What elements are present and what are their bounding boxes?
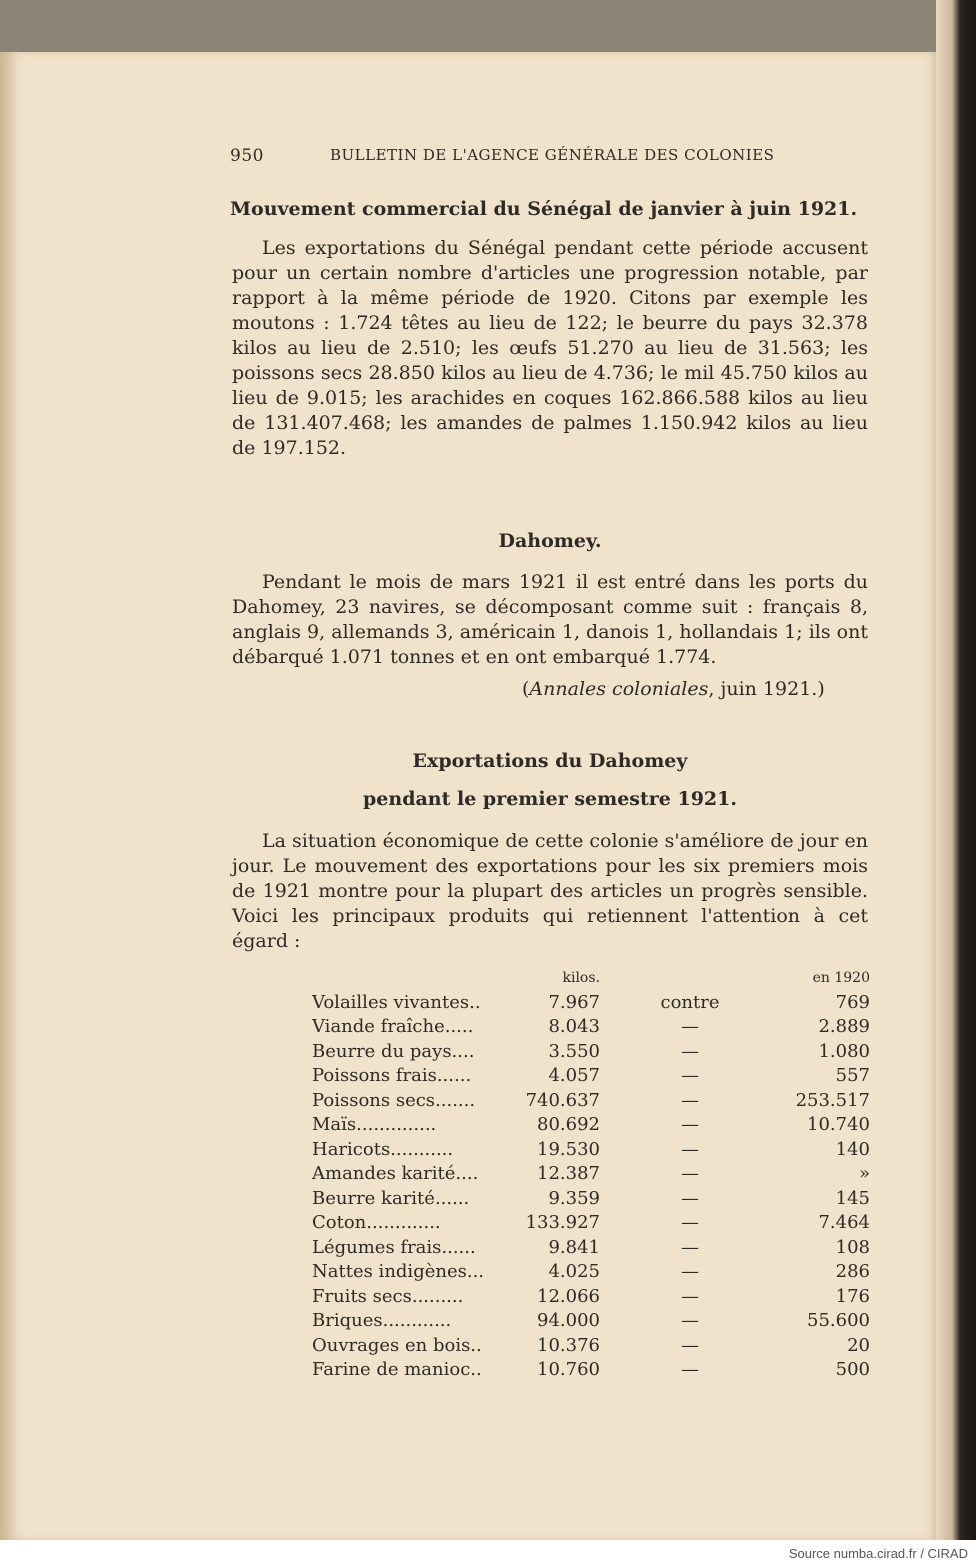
value-1921: 4.025 [548,1261,600,1282]
table-row [308,991,870,1016]
separator: — [681,1163,699,1184]
source-credit: Source numba.cirad.fr / CIRAD [788,1546,968,1561]
page-number: 950 [230,146,264,166]
section-title-exports-1: Exportations du Dahomey [412,750,688,772]
item-name: Amandes karité.... [312,1163,479,1184]
value-1921: 133.927 [525,1212,600,1233]
running-title: BULLETIN DE L'AGENCE GÉNÉRALE DES COLONIES [330,146,775,164]
value-1921: 4.057 [548,1065,600,1086]
value-1921: 9.841 [548,1236,600,1258]
table-row [308,1211,870,1236]
table-row [308,1113,870,1138]
value-1920: 500 [835,1359,870,1380]
value-1921: 3.550 [548,1040,600,1062]
item-name: Fruits secs......... [312,1285,464,1307]
item-name: Maïs.............. [312,1114,437,1135]
table-row [308,1187,870,1212]
separator: — [681,1261,699,1282]
value-1921: 94.000 [537,1310,600,1331]
separator: — [681,1040,699,1062]
separator: — [681,1334,699,1356]
item-name: Volailles vivantes.. [312,991,481,1013]
value-1920: 557 [835,1065,870,1086]
value-1921: 10.760 [537,1359,600,1380]
table-row [308,1334,870,1359]
item-name: Viande fraîche..... [312,1016,474,1037]
table-row [308,1358,870,1383]
citation-source: Annales coloniales [529,678,709,700]
value-1920: 1.080 [818,1040,870,1062]
separator: — [681,1236,699,1258]
item-name: Ouvrages en bois.. [312,1334,482,1356]
footer [0,1540,976,1566]
value-1920: 286 [835,1261,870,1282]
value-1921: 80.692 [537,1114,600,1135]
paragraph-exports: La situation économique de cette colonie s'améliore de jour en jour. Le mouvement des exportations pour les six premiers mois de 1921 montre pour la plupart des articles un progrès sensible. Voici les principaux produits qui retiennent l'attention à cet égard : [232,830,868,952]
value-1920: 176 [835,1285,870,1307]
section-title-senegal: Mouvement commercial du Sénégal de janvier à juin 1921. [230,198,858,220]
table-row [308,1260,870,1285]
value-1920: 769 [835,991,870,1013]
separator: — [681,1016,699,1037]
table-row [308,1089,870,1114]
table-row [308,1285,870,1310]
value-1921: 9.359 [548,1187,600,1209]
table-row [308,1309,870,1334]
item-name: Beurre du pays.... [312,1040,475,1062]
item-name: Poissons secs....... [312,1089,476,1111]
value-1920: 140 [835,1138,870,1160]
section-title-exports-2: pendant le premier semestre 1921. [363,788,737,810]
separator: — [681,1212,699,1233]
value-1920: 253.517 [795,1089,870,1111]
scan-top-edge [0,0,976,52]
separator: — [681,1114,699,1135]
separator: — [681,1187,699,1209]
table-row [308,1162,870,1187]
value-1920: 108 [835,1236,870,1258]
separator: — [681,1285,699,1307]
citation: (Annales coloniales, juin 1921.) [522,678,825,700]
table-row [308,1138,870,1163]
value-1921: 8.043 [548,1016,600,1037]
book-spine-edge [936,0,976,1540]
item-name: Haricots........... [312,1138,454,1160]
value-1921: 12.066 [537,1285,600,1307]
table-row [308,1040,870,1065]
section-title-dahomey: Dahomey. [498,530,602,552]
separator: — [681,1065,699,1086]
item-name: Farine de manioc.. [312,1359,482,1380]
item-name: Coton............. [312,1212,441,1233]
paragraph-senegal: Les exportations du Sénégal pendant cette période accusent pour un certain nombre d'articles une progression notable, par rapport à la même période de 1920. Citons par exemple les moutons : 1.724 têtes au lieu de 122; le beurre du pays 32.378 kilos au lieu de 2.510; les œufs 51.270 au lieu de 31.563; les poissons secs 28.850 kilos au lieu de 4.736; le mil 45.750 kilos au lieu de 9.015; les arachides en coques 162.866.588 kilos au lieu de 131.407.468; les amandes de palmes 1.150.942 kilos au lieu de 197.152. [232,237,868,459]
table-row [308,1064,870,1089]
exports-table [308,966,870,1383]
separator: — [681,1089,699,1111]
item-name: Beurre karité...... [312,1187,470,1209]
value-1921: 10.376 [537,1334,600,1356]
value-1921: 19.530 [537,1138,600,1160]
value-1921: 7.967 [548,991,600,1013]
separator: — [681,1138,699,1160]
item-name: Nattes indigènes... [312,1261,485,1282]
value-1920: 20 [847,1334,870,1356]
table-header [308,966,870,991]
value-1920: 2.889 [818,1016,870,1037]
item-name: Légumes frais...... [312,1236,476,1258]
value-1921: 12.387 [537,1163,600,1184]
value-1921: 740.637 [525,1089,600,1111]
separator: — [681,1359,699,1380]
paragraph-dahomey: Pendant le mois de mars 1921 il est entré dans les ports du Dahomey, 23 navires, se décomposant comme suit : français 8, anglais 9, allemands 3, américain 1, danois 1, hollandais 1; ils ont débarqué 1.071 tonnes et en ont embarqué 1.774. [232,571,868,668]
col-1920: en 1920 [812,970,870,986]
table-row [308,1236,870,1261]
item-name: Briques............ [312,1310,452,1331]
value-1920: » [858,1163,870,1184]
item-name: Poissons frais...... [312,1065,472,1086]
table-row [308,1015,870,1040]
col-kilos: kilos. [562,970,600,986]
value-1920: 10.740 [807,1114,870,1135]
value-1920: 145 [835,1187,870,1209]
separator: contre [660,991,720,1013]
separator: — [681,1310,699,1331]
value-1920: 7.464 [818,1212,870,1233]
value-1920: 55.600 [807,1310,870,1331]
